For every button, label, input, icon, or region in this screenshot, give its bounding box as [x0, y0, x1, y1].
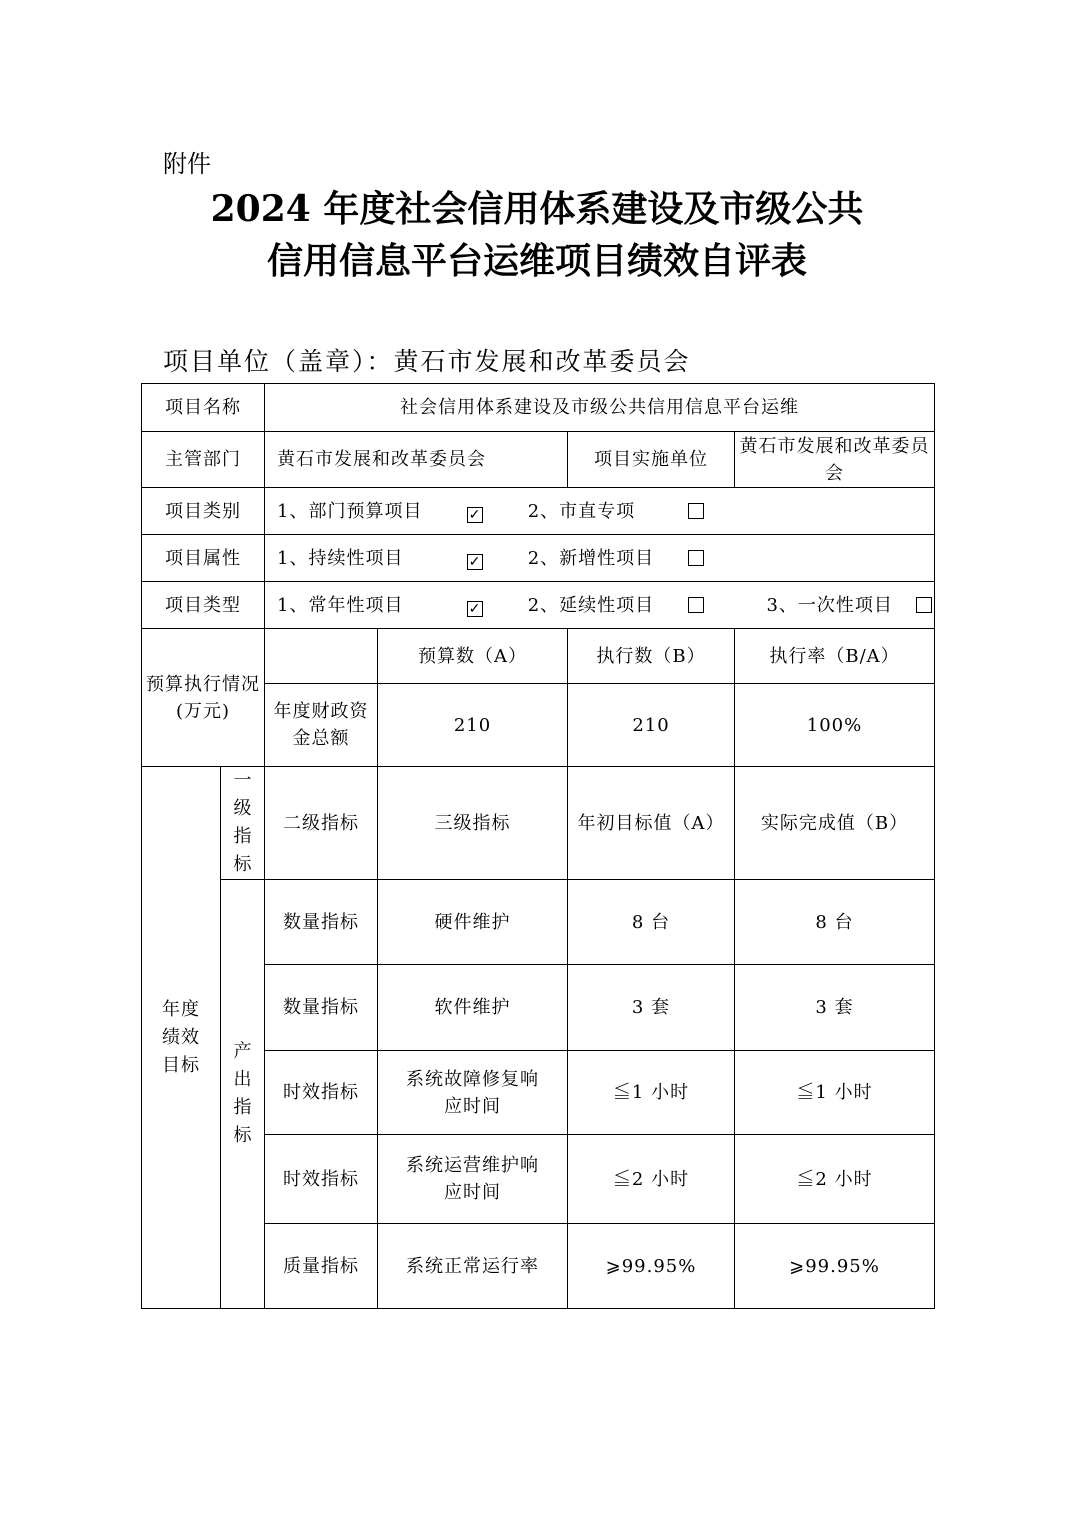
cell-target: 8 台 [568, 880, 735, 965]
page-title [0, 183, 1074, 287]
checkbox-annual[interactable]: ✓ [468, 600, 482, 617]
cell-l3: 系统正常运行率 [378, 1224, 568, 1309]
header-exec-b: 执行数（B） [568, 629, 735, 684]
label-budget: 预算执行情况(万元) [142, 629, 265, 767]
cell-l2: 时效指标 [265, 1051, 378, 1135]
label-output [221, 880, 265, 1309]
cell-l3: 软件维护 [378, 965, 568, 1051]
label-type: 项目类型 [142, 582, 265, 629]
option-extended: 2、延续性项目 [527, 594, 655, 616]
row-indicator-header [142, 767, 935, 880]
value-budget-a: 210 [378, 684, 568, 767]
cell-actual: ≦2 小时 [735, 1135, 935, 1224]
checkbox-one-time[interactable] [916, 597, 932, 613]
value-type [265, 582, 935, 629]
option-continuing: 1、持续性项目 [277, 547, 404, 569]
cell-target: ⩾99.95% [568, 1224, 735, 1309]
checkbox-new[interactable] [688, 550, 704, 566]
header-exec-rate: 执行率（B/A） [735, 629, 935, 684]
option-one-time: 3、一次性项目 [766, 594, 893, 616]
attachment-label: 附件 [163, 150, 211, 178]
cell-l3: 硬件维护 [378, 880, 568, 965]
cell-l2: 数量指标 [265, 880, 378, 965]
title-line-1: 2024 年度社会信用体系建设及市级公共 [210, 188, 864, 230]
option-dept-budget: 1、部门预算项目 [277, 500, 423, 522]
checkbox-city-special[interactable] [688, 503, 704, 519]
budget-header-blank [265, 629, 378, 684]
cell-actual: 3 套 [735, 965, 935, 1051]
cell-l2: 时效指标 [265, 1135, 378, 1224]
value-exec-b: 210 [568, 684, 735, 767]
output-text: 产出指标 [233, 1041, 253, 1146]
header-target: 年初目标值（A） [568, 767, 735, 880]
label-department: 主管部门 [142, 432, 265, 488]
cell-l2: 质量指标 [265, 1224, 378, 1309]
label-annual-goals [142, 767, 221, 1309]
label-attribute: 项目属性 [142, 535, 265, 582]
label-impl-unit: 项目实施单位 [568, 432, 735, 488]
cell-target: 3 套 [568, 965, 735, 1051]
option-city-special: 2、市直专项 [527, 500, 636, 522]
level1-text: 一级指标 [233, 770, 253, 875]
checkbox-continuing[interactable]: ✓ [468, 553, 482, 570]
evaluation-table [141, 383, 935, 1309]
cell-l3: 系统故障修复响应时间 [378, 1051, 568, 1135]
row-attribute [142, 535, 935, 582]
cell-target: ≦2 小时 [568, 1135, 735, 1224]
row-category [142, 488, 935, 535]
cell-l2: 数量指标 [265, 965, 378, 1051]
label-category: 项目类别 [142, 488, 265, 535]
header-level2: 二级指标 [265, 767, 378, 880]
title-line-2: 信用信息平台运维项目绩效自评表 [266, 240, 807, 282]
cell-target: ≦1 小时 [568, 1051, 735, 1135]
row-department [142, 432, 935, 488]
header-level1 [221, 767, 265, 880]
cell-l3: 系统运营维护响应时间 [378, 1135, 568, 1224]
annual-goals-text: 年度绩效目标 [162, 998, 200, 1076]
option-annual: 1、常年性项目 [277, 594, 404, 616]
value-department: 黄石市发展和改革委员会 [265, 432, 568, 488]
value-category [265, 488, 935, 535]
value-project-name: 社会信用体系建设及市级公共信用信息平台运维 [265, 384, 935, 432]
cell-actual: ⩾99.95% [735, 1224, 935, 1309]
label-project-name: 项目名称 [142, 384, 265, 432]
checkbox-dept-budget[interactable]: ✓ [468, 506, 482, 523]
header-actual: 实际完成值（B） [735, 767, 935, 880]
row-project-name [142, 384, 935, 432]
table-row [142, 880, 935, 965]
label-annual-funds: 年度财政资金总额 [265, 684, 378, 767]
option-new: 2、新增性项目 [527, 547, 655, 569]
value-attribute [265, 535, 935, 582]
value-impl-unit: 黄石市发展和改革委员会 [735, 432, 935, 488]
row-budget-header [142, 629, 935, 684]
header-level3: 三级指标 [378, 767, 568, 880]
cell-actual: 8 台 [735, 880, 935, 965]
cell-actual: ≦1 小时 [735, 1051, 935, 1135]
row-type [142, 582, 935, 629]
value-exec-rate: 100% [735, 684, 935, 767]
header-budget-a: 预算数（A） [378, 629, 568, 684]
checkbox-extended[interactable] [688, 597, 704, 613]
project-unit: 项目单位（盖章）：黄石市发展和改革委员会 [163, 347, 691, 376]
